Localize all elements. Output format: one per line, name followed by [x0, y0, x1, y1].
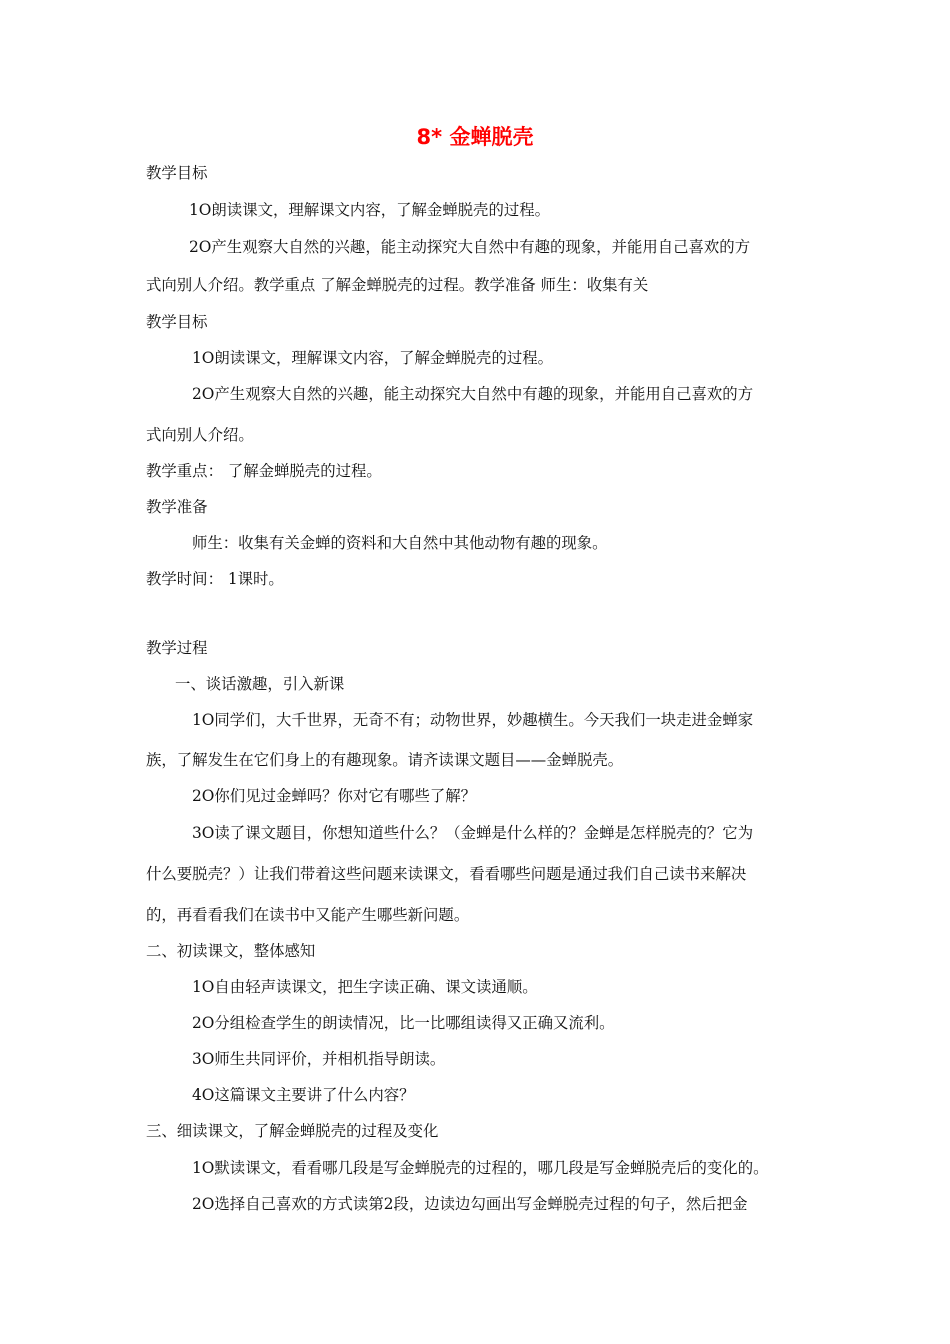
- paragraph-line: 族，了解发生在它们身上的有趣现象。请齐读课文题目——金蝉脱壳。: [146, 751, 624, 769]
- paragraph-line: 3O师生共同评价，并相机指导朗读。: [192, 1050, 446, 1068]
- paragraph-line: 1O朗读课文，理解课文内容，了解金蝉脱壳的过程。: [189, 201, 551, 219]
- paragraph-line: 教学重点： 了解金蝉脱壳的过程。: [146, 462, 382, 480]
- section-heading: 教学目标: [146, 164, 208, 182]
- paragraph-line: 2O产生观察大自然的兴趣，能主动探究大自然中有趣的现象，并能用自己喜欢的方: [192, 385, 754, 403]
- paragraph-line: 师生：收集有关金蝉的资料和大自然中其他动物有趣的现象。: [192, 534, 608, 552]
- subsection-heading: 一、谈话激趣，引入新课: [175, 675, 345, 693]
- paragraph-line: 1O自由轻声读课文，把生字读正确、课文读通顺。: [192, 978, 538, 996]
- paragraph-line: 式向别人介绍。: [146, 426, 254, 444]
- section-heading: 教学过程: [146, 639, 208, 657]
- paragraph-line: 1O朗读课文，理解课文内容，了解金蝉脱壳的过程。: [192, 349, 554, 367]
- paragraph-line: 2O你们见过金蝉吗？你对它有哪些了解？: [192, 787, 477, 805]
- subsection-heading: 三、细读课文，了解金蝉脱壳的过程及变化: [146, 1122, 439, 1140]
- document-title: 8* 金蝉脱壳: [416, 125, 534, 149]
- paragraph-line: 的，再看看我们在读书中又能产生哪些新问题。: [146, 906, 470, 924]
- paragraph-line: 4O这篇课文主要讲了什么内容？: [192, 1086, 415, 1104]
- paragraph-line: 1O默读课文，看看哪几段是写金蝉脱壳的过程的，哪几段是写金蝉脱壳后的变化的。: [192, 1159, 769, 1177]
- paragraph-line: 什么要脱壳？）让我们带着这些问题来读课文，看看哪些问题是通过我们自己读书来解决: [146, 865, 747, 883]
- paragraph-line: 1O同学们，大千世界，无奇不有；动物世界，妙趣横生。今天我们一块走进金蝉家: [192, 711, 754, 729]
- section-heading: 教学目标: [146, 313, 208, 331]
- paragraph-line: 2O分组检查学生的朗读情况，比一比哪组读得又正确又流利。: [192, 1014, 615, 1032]
- paragraph-line: 2O产生观察大自然的兴趣，能主动探究大自然中有趣的现象，并能用自己喜欢的方: [189, 238, 751, 256]
- paragraph-line: 2O选择自己喜欢的方式读第2段，边读边勾画出写金蝉脱壳过程的句子，然后把金: [192, 1195, 748, 1213]
- section-heading: 教学准备: [146, 498, 208, 516]
- subsection-heading: 二、初读课文，整体感知: [146, 942, 316, 960]
- paragraph-line: 教学时间： 1课时。: [146, 570, 284, 588]
- paragraph-line: 式向别人介绍。教学重点 了解金蝉脱壳的过程。教学准备 师生：收集有关: [146, 276, 649, 294]
- paragraph-line: 3O读了课文题目，你想知道些什么？（金蝉是什么样的？金蝉是怎样脱壳的？它为: [192, 824, 754, 842]
